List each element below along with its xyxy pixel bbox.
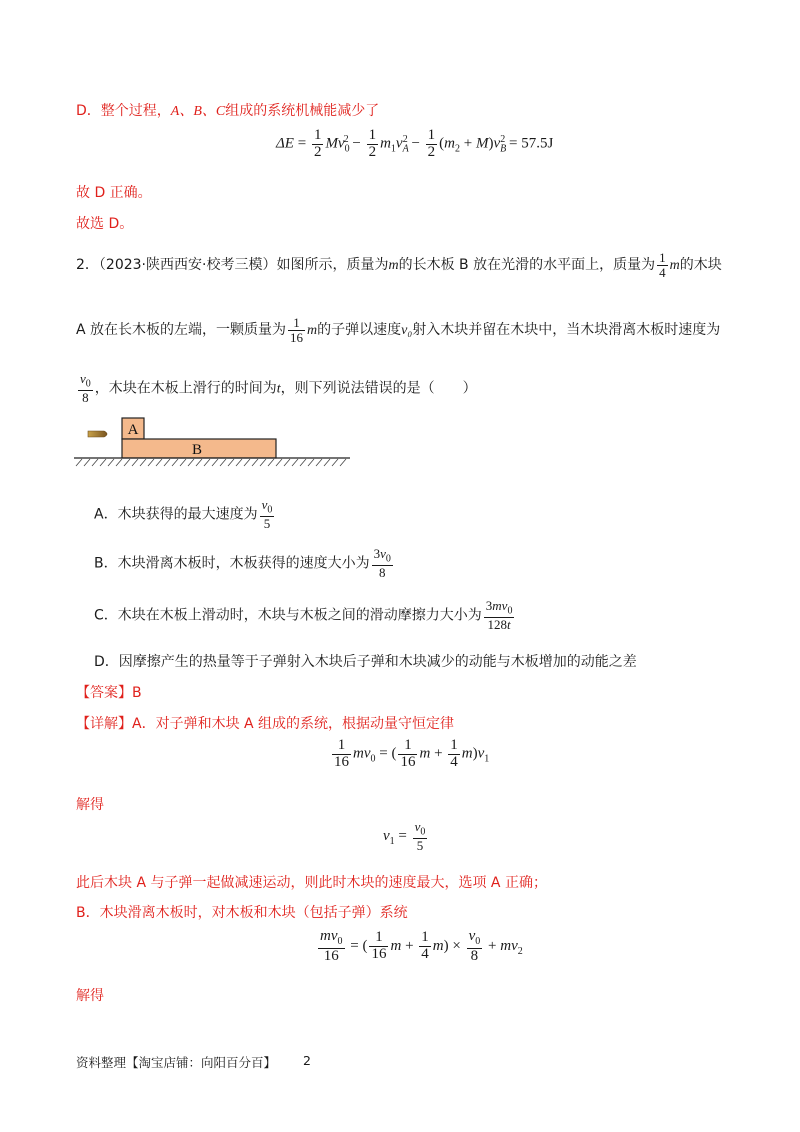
footer-source: 资料整理【淘宝店铺：向阳百分百】 bbox=[76, 1055, 277, 1070]
section-d-intro: D．整个过程，A、B、C组成的系统机械能减少了 bbox=[76, 103, 380, 119]
explanation-a-conclusion: 此后木块 A 与子弹一起做减速运动，则此时木块的速度最大，选项 A 正确； bbox=[76, 875, 547, 891]
section-d-choice: 故选 D。 bbox=[76, 216, 134, 232]
momentum-equation-2: $\frac{mv_0}{16}$ = ( $\frac{1}{16}$ m + $\frac{1}{4}$ m) × $\frac{v_0}{8}$ + $mv_2$ bbox=[320, 928, 523, 964]
energy-loss-formula: ΔE = $\frac{1}{2}$ $Mv_0^2$ − $\frac{1}{2}$ $m_1v_A^2$ − $\frac{1}{2}$ $(m_2 + M)v_B^2 = 57.5J$ bbox=[276, 127, 554, 160]
block-a-label: A bbox=[127, 422, 139, 438]
explanation-b: B．木块滑离木板时，对木板和木块（包括子弹）系统 bbox=[76, 905, 408, 921]
page-number: 2 bbox=[303, 1053, 311, 1068]
bullet-icon bbox=[88, 431, 107, 437]
board-b-label: B bbox=[191, 442, 203, 458]
option-b[interactable]: B．木块滑离木板时，木板获得的速度大小为 $\frac{3v_0}{8}$ bbox=[94, 546, 391, 581]
solve-label-2: 解得 bbox=[76, 988, 104, 1004]
question-line-2: A 放在长木板的左端，一颗质量为 $\frac{1}{16}$ m的子弹以速度v₀射入木块并留在木块中，当木块滑离木板时速度为 bbox=[76, 315, 721, 345]
question-line-3: $\frac{v_0}{8}$ ，木块在木板上滑行的时间为t，则下列说法错误的是（ ） bbox=[80, 371, 477, 406]
section-d-conclusion: 故 D 正确。 bbox=[76, 185, 152, 201]
explanation-a: 【详解】A．对子弹和木块 A 组成的系统，根据动量守恒定律 bbox=[76, 716, 455, 732]
ground-hatching bbox=[76, 459, 346, 466]
option-c[interactable]: C．木块在木板上滑动时，木块与木板之间的滑动摩擦力大小为 $\frac{3mv_0}{128t}$ bbox=[94, 598, 513, 633]
momentum-equation-1: $\frac{1}{16}$ $mv_0$ = ( $\frac{1}{16}$ m + $\frac{1}{4}$ $m)v_1$ bbox=[334, 737, 490, 770]
option-d[interactable]: D．因摩擦产生的热量等于子弹射入木块后子弹和木块减少的动能与木板增加的动能之差 bbox=[94, 654, 637, 670]
solve-label-1: 解得 bbox=[76, 797, 104, 813]
answer-label: 【答案】B bbox=[76, 685, 142, 701]
block-diagram bbox=[74, 412, 354, 468]
question-line-1: 2．（2023·陕西西安·校考三模）如图所示，质量为m的长木板 B 放在光滑的水平面上，质量为 $\frac{1}{4}$ m的木块 bbox=[76, 250, 722, 280]
velocity-result-1: $v_1$ = $\frac{v_0}{5}$ bbox=[383, 819, 426, 854]
option-a[interactable]: A．木块获得的最大速度为 $\frac{v_0}{5}$ bbox=[94, 497, 273, 532]
